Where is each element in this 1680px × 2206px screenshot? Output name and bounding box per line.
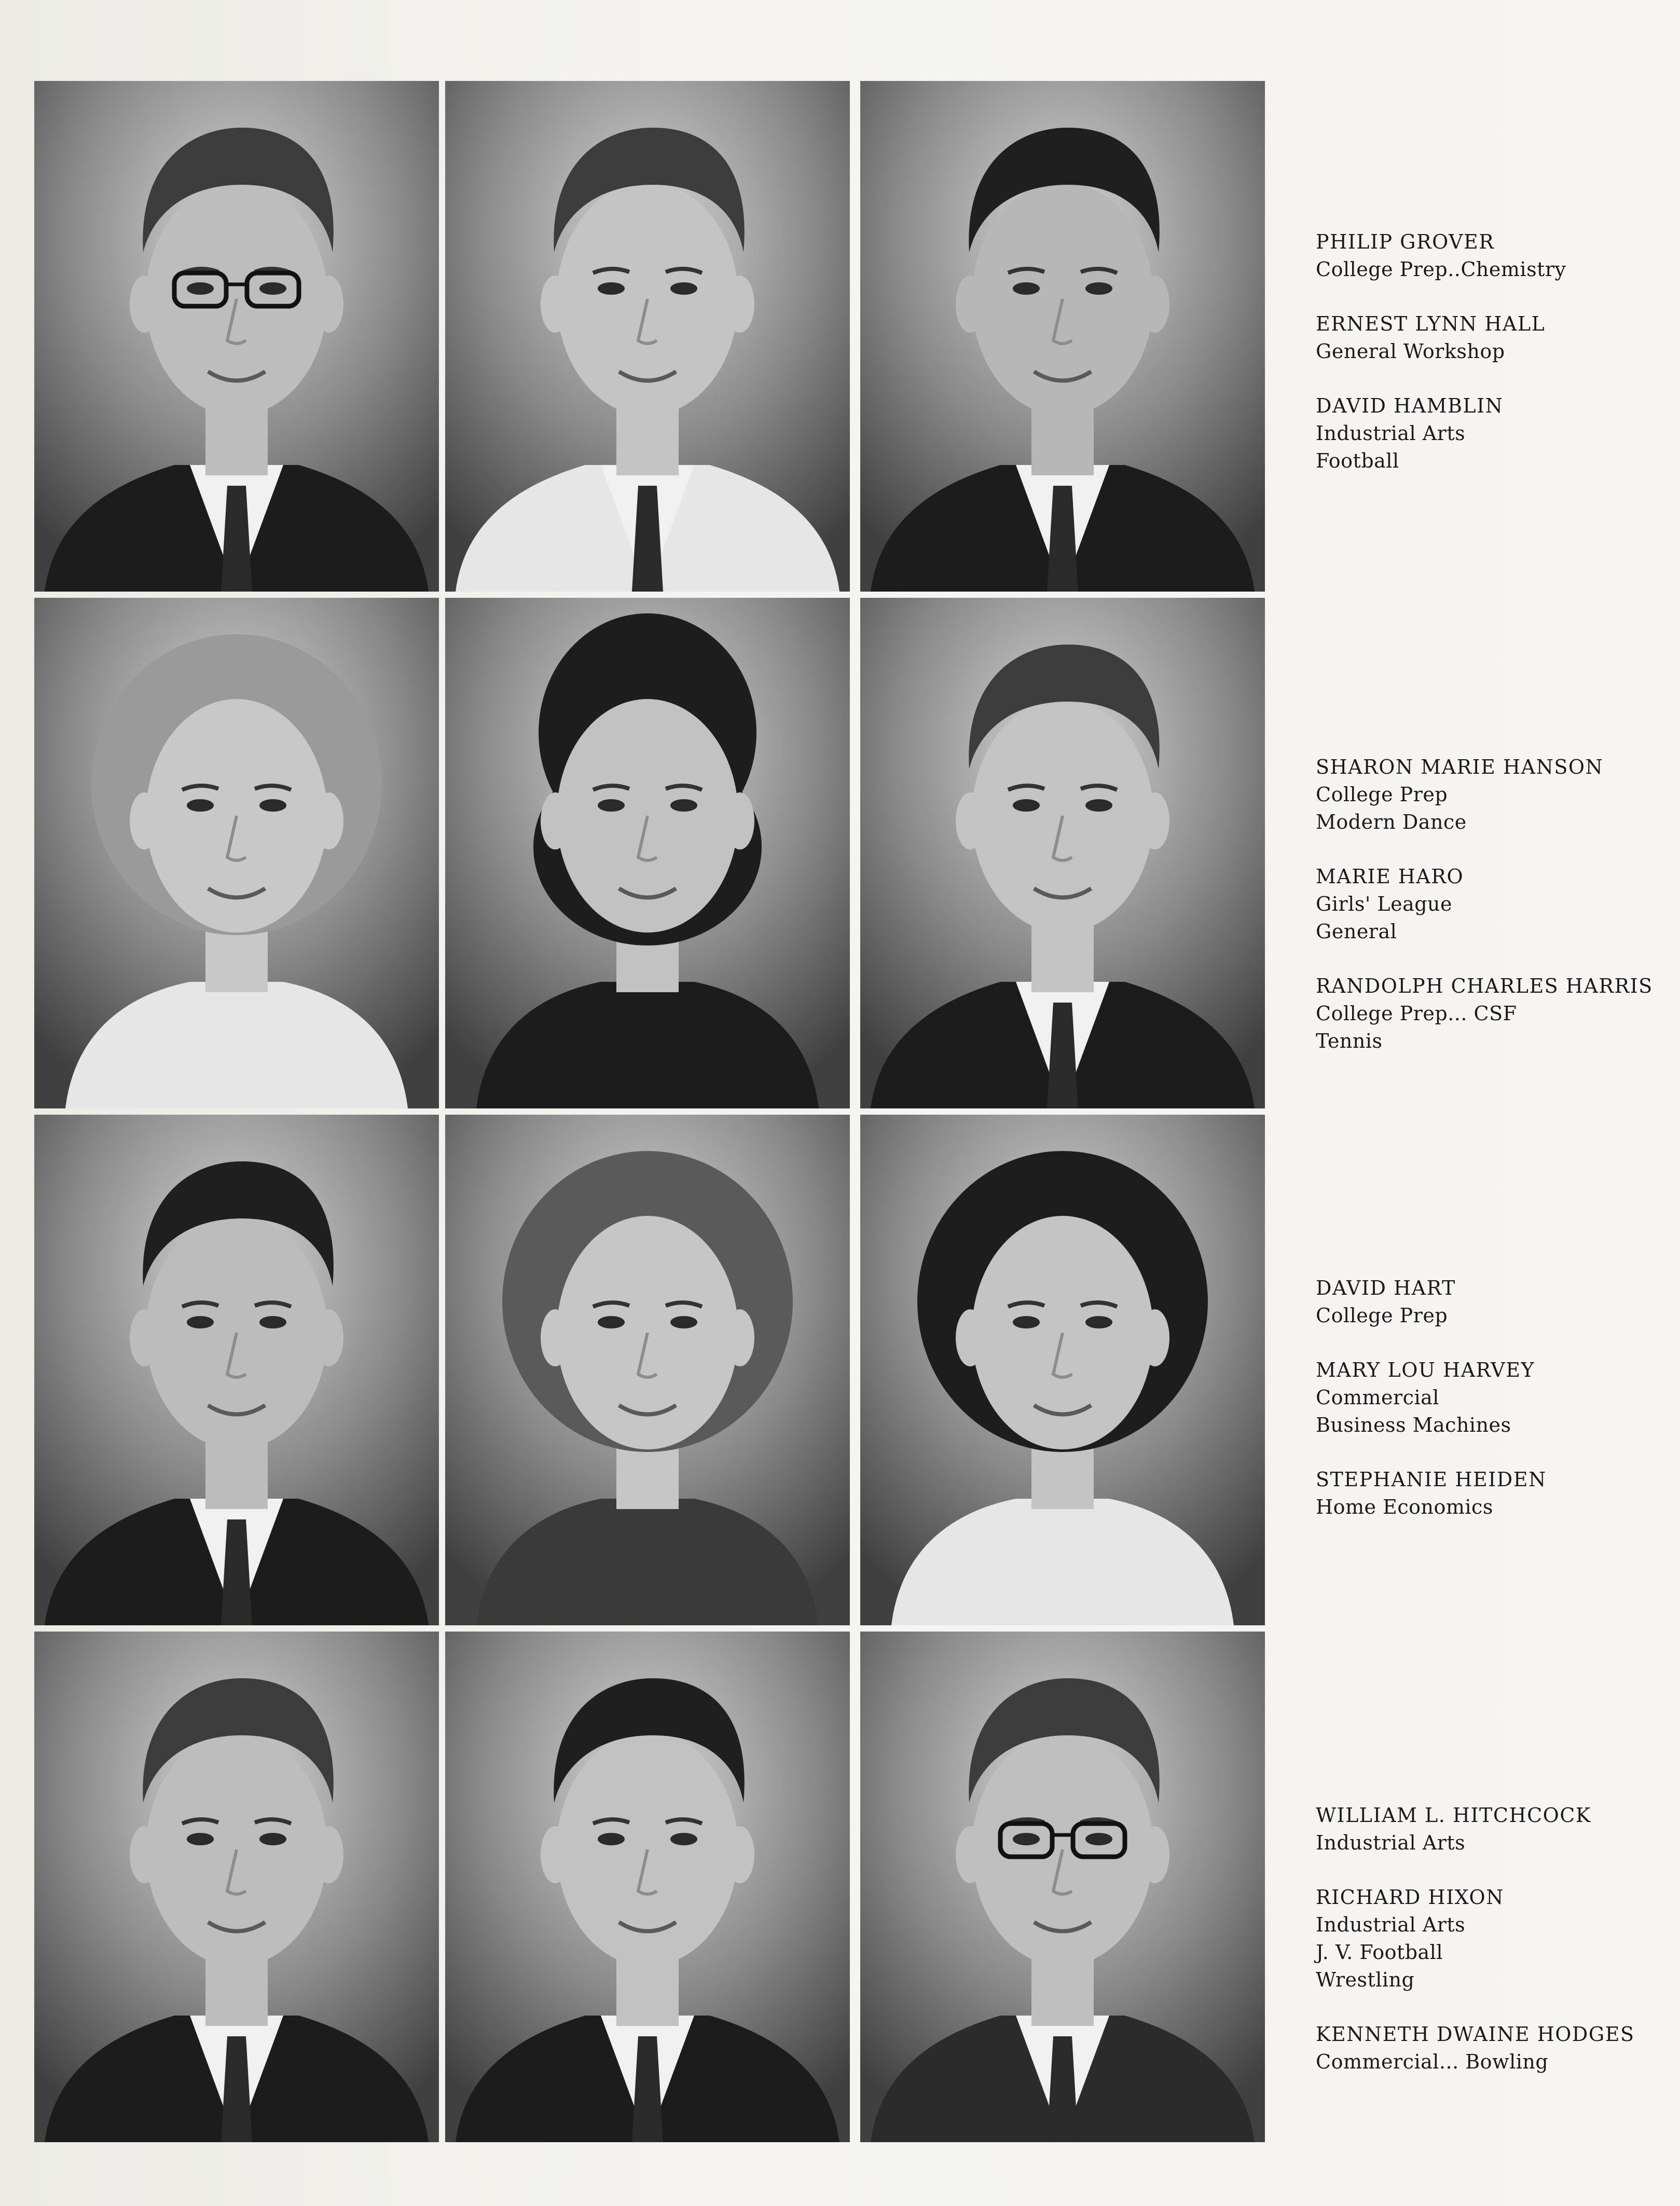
- portrait-row: [34, 1115, 1265, 1625]
- eye: [1013, 799, 1040, 812]
- eye: [1085, 282, 1112, 295]
- ear: [541, 276, 570, 333]
- eye: [259, 282, 286, 295]
- ear: [725, 1826, 754, 1883]
- ear: [1140, 1826, 1169, 1883]
- student-activity: General: [1316, 920, 1397, 943]
- ear: [725, 276, 754, 333]
- ear: [725, 792, 754, 849]
- student-activity: Wrestling: [1316, 1968, 1415, 1991]
- student-activity: Tennis: [1316, 1030, 1383, 1052]
- student-activity: Business Machines: [1316, 1414, 1511, 1436]
- student-name: PHILIP GROVER: [1316, 230, 1495, 253]
- portrait-illustration: [34, 81, 439, 592]
- student-portrait-photo: [860, 598, 1265, 1108]
- student-portrait-photo: [860, 1632, 1265, 2142]
- eye: [187, 799, 214, 812]
- student-name: KENNETH DWAINE HODGES: [1316, 2023, 1635, 2046]
- student-portrait-photo: [34, 81, 439, 592]
- caption-spacer: [1316, 836, 1669, 863]
- portrait-illustration: [860, 1115, 1265, 1625]
- student-portrait-photo: [860, 1115, 1265, 1625]
- student-name: MARIE HARO: [1316, 865, 1464, 888]
- caption-group: [1316, 1802, 1669, 2076]
- student-portrait-photo: [34, 598, 439, 1108]
- ear: [1140, 792, 1169, 849]
- portrait-illustration: [445, 1632, 850, 2142]
- portrait-illustration: [34, 598, 439, 1108]
- ear: [130, 1826, 159, 1883]
- student-activity: General Workshop: [1316, 340, 1505, 363]
- caption-spacer: [1316, 1330, 1669, 1357]
- caption-spacer: [1316, 365, 1669, 392]
- eye: [1085, 1316, 1112, 1328]
- portrait-row: [34, 1632, 1265, 2142]
- ear: [1140, 1309, 1169, 1366]
- eye: [598, 799, 625, 812]
- student-activity: Modern Dance: [1316, 811, 1467, 833]
- caption-group: [1316, 753, 1669, 1055]
- portrait-illustration: [860, 598, 1265, 1108]
- caption-spacer: [1316, 1994, 1669, 2021]
- student-name: STEPHANIE HEIDEN: [1316, 1468, 1547, 1491]
- student-portrait-photo: [445, 81, 850, 592]
- eye: [187, 1316, 214, 1328]
- student-activity: College Prep: [1316, 783, 1448, 806]
- student-portrait-photo: [860, 81, 1265, 592]
- ear: [130, 1309, 159, 1366]
- student-name: ERNEST LYNN HALL: [1316, 312, 1546, 335]
- caption-spacer: [1316, 283, 1669, 310]
- ear: [130, 792, 159, 849]
- ear: [541, 1309, 570, 1366]
- student-activity: J. V. Football: [1316, 1941, 1443, 1964]
- student-activity: College Prep..Chemistry: [1316, 258, 1566, 281]
- student-activity: Girls' League: [1316, 893, 1453, 915]
- student-portrait-photo: [445, 1115, 850, 1625]
- student-name: MARY LOU HARVEY: [1316, 1359, 1535, 1381]
- eye: [598, 282, 625, 295]
- portrait-illustration: [445, 598, 850, 1108]
- eye: [1013, 1316, 1040, 1328]
- portrait-row: [34, 81, 1265, 592]
- caption-spacer: [1316, 946, 1669, 972]
- ear: [725, 1309, 754, 1366]
- eye: [670, 1833, 697, 1845]
- student-activity: College Prep... CSF: [1316, 1002, 1517, 1025]
- student-name: RANDOLPH CHARLES HARRIS: [1316, 975, 1653, 997]
- ear: [1140, 276, 1169, 333]
- student-activity: Commercial: [1316, 1386, 1439, 1409]
- student-portrait-photo: [34, 1632, 439, 2142]
- eye: [670, 799, 697, 812]
- student-activity: Industrial Arts: [1316, 1913, 1466, 1936]
- eye: [259, 1316, 286, 1328]
- ear: [314, 792, 343, 849]
- student-activity: Industrial Arts: [1316, 422, 1466, 445]
- ear: [956, 1826, 985, 1883]
- student-activity: College Prep: [1316, 1304, 1448, 1327]
- eye: [598, 1833, 625, 1845]
- ear: [314, 276, 343, 333]
- caption-spacer: [1316, 1439, 1669, 1466]
- portrait-illustration: [860, 1632, 1265, 2142]
- student-portrait-photo: [34, 1115, 439, 1625]
- eye: [670, 1316, 697, 1328]
- eye: [187, 1833, 214, 1845]
- ear: [130, 276, 159, 333]
- portrait-illustration: [445, 81, 850, 592]
- caption-group: [1316, 228, 1669, 475]
- ear: [314, 1826, 343, 1883]
- portrait-illustration: [34, 1115, 439, 1625]
- portrait-grid: [34, 81, 1265, 2139]
- ear: [956, 276, 985, 333]
- student-activity: Commercial... Bowling: [1316, 2050, 1549, 2073]
- ear: [541, 792, 570, 849]
- student-portrait-photo: [445, 598, 850, 1108]
- ear: [956, 1309, 985, 1366]
- eye: [1013, 1833, 1040, 1845]
- portrait-row: [34, 598, 1265, 1108]
- ear: [956, 792, 985, 849]
- portrait-illustration: [445, 1115, 850, 1625]
- eye: [1085, 799, 1112, 812]
- student-portrait-photo: [445, 1632, 850, 2142]
- student-name: DAVID HAMBLIN: [1316, 394, 1504, 417]
- portrait-illustration: [34, 1632, 439, 2142]
- eye: [259, 799, 286, 812]
- caption-group: [1316, 1275, 1669, 1521]
- eye: [1085, 1833, 1112, 1845]
- student-name: DAVID HART: [1316, 1277, 1456, 1299]
- student-name: WILLIAM L. HITCHCOCK: [1316, 1804, 1591, 1827]
- student-activity: Home Economics: [1316, 1496, 1493, 1518]
- student-name: SHARON MARIE HANSON: [1316, 756, 1604, 778]
- caption-column: [1316, 0, 1669, 2206]
- student-activity: Industrial Arts: [1316, 1831, 1466, 1854]
- ear: [541, 1826, 570, 1883]
- caption-spacer: [1316, 1857, 1669, 1884]
- eye: [259, 1833, 286, 1845]
- eye: [598, 1316, 625, 1328]
- eye: [670, 282, 697, 295]
- portrait-illustration: [860, 81, 1265, 592]
- ear: [314, 1309, 343, 1366]
- student-name: RICHARD HIXON: [1316, 1886, 1504, 1909]
- eye: [187, 282, 214, 295]
- eye: [1013, 282, 1040, 295]
- student-activity: Football: [1316, 449, 1399, 472]
